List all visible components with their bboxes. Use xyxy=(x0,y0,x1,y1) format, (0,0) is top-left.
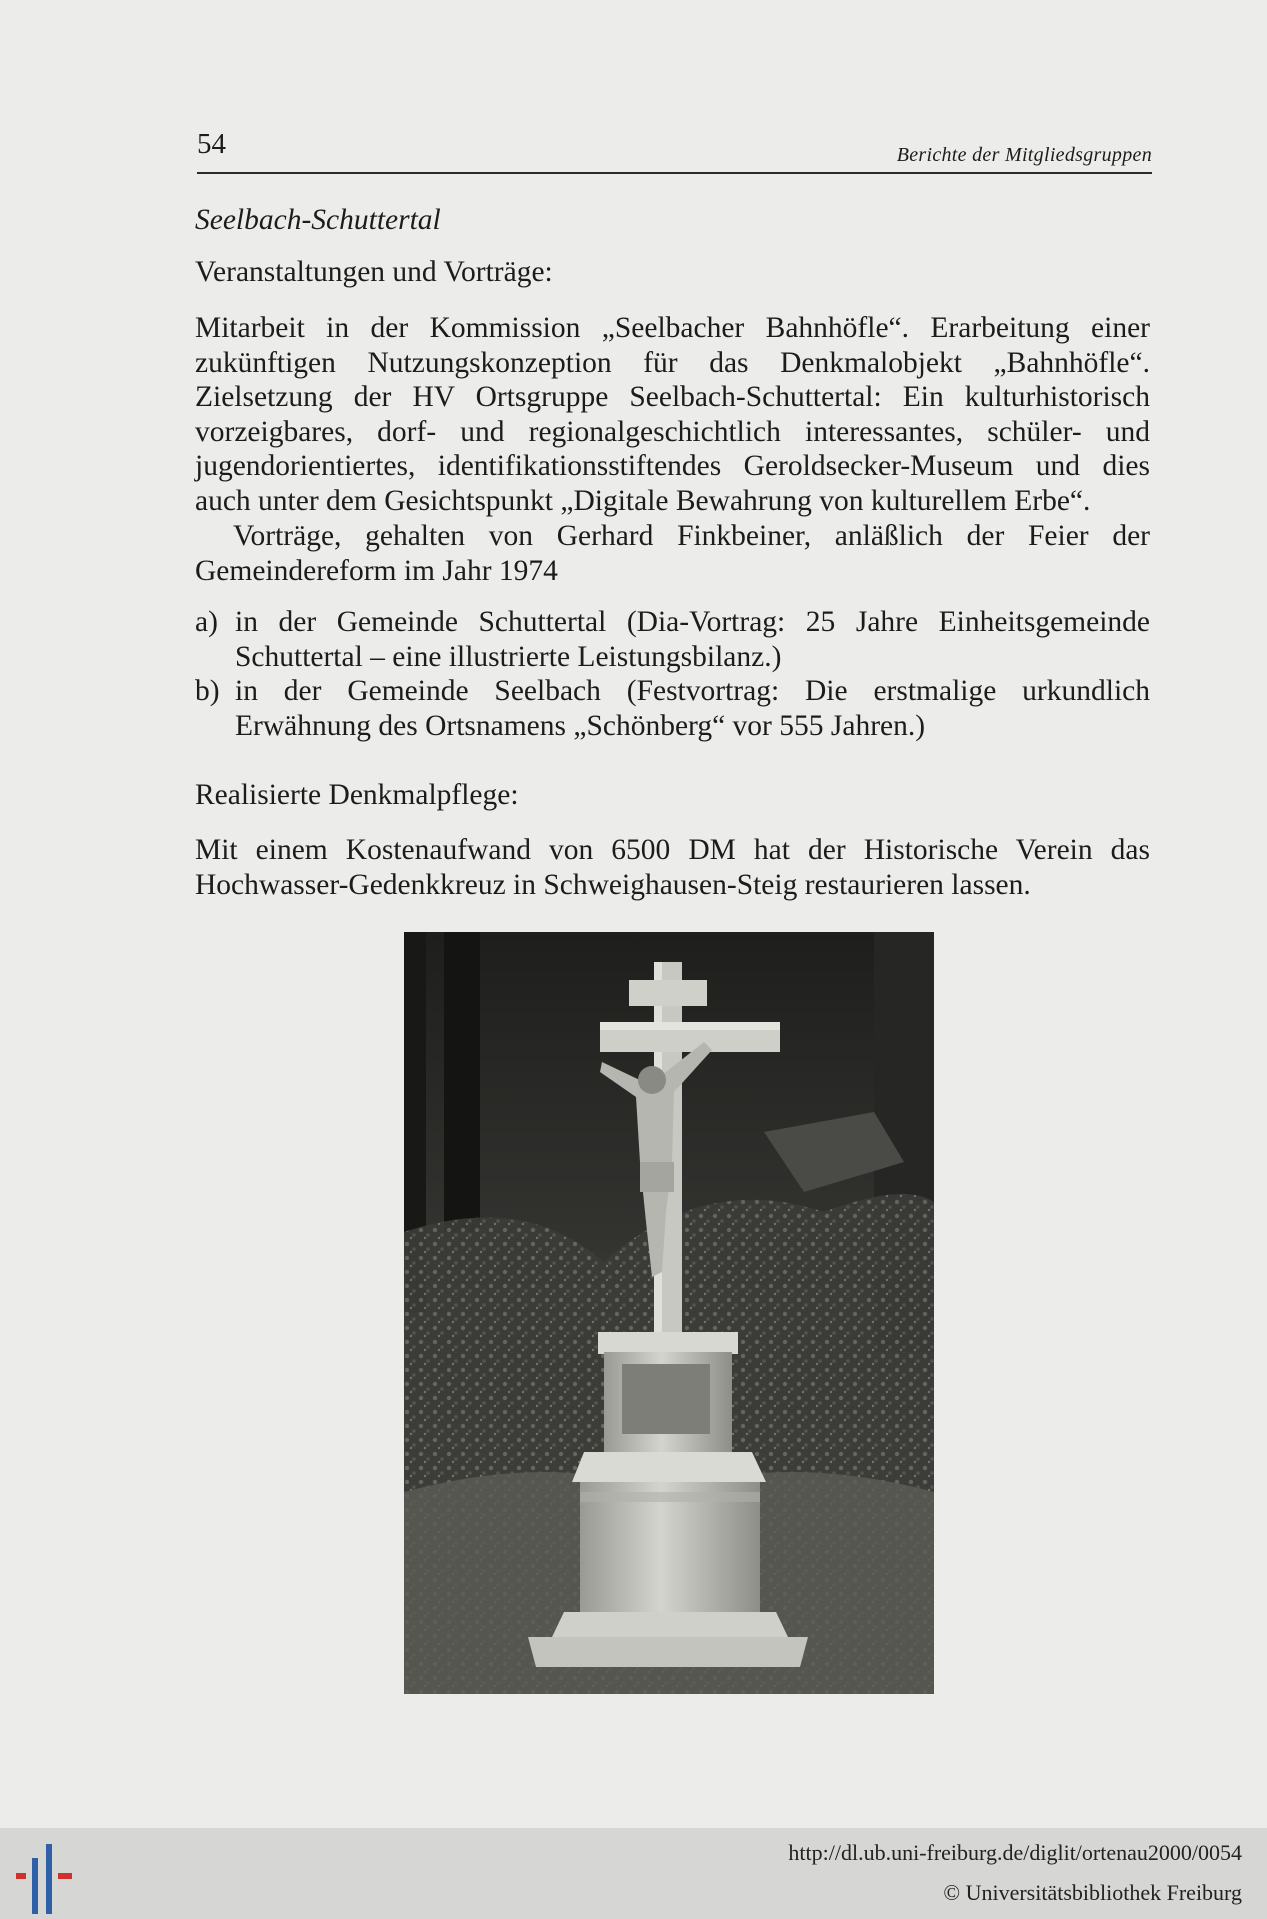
header-rule xyxy=(197,172,1152,174)
list-text: in der Gemeinde Seelbach (Festvortrag: Die erstmalige urkundlich Erwähnung des Ortsnamens „Schönberg“ vor 555 Jahren.) xyxy=(235,675,1150,742)
list-marker: a) xyxy=(195,606,218,638)
list-item xyxy=(195,674,1150,743)
lecture-list xyxy=(195,605,1150,743)
group-title: Seelbach-Schuttertal xyxy=(195,204,441,236)
list-marker: b) xyxy=(195,675,220,707)
running-title: Berichte der Mitgliedsgruppen xyxy=(896,144,1152,166)
library-logo-icon xyxy=(14,1836,84,1916)
monument-heading: Realisierte Denkmalpflege: xyxy=(195,779,519,811)
source-url-link[interactable]: http://dl.ub.uni-freiburg.de/diglit/ortenau2000/0054 xyxy=(788,1840,1242,1865)
list-item xyxy=(195,605,1150,674)
paragraph-restoration: Mit einem Kostenaufwand von 6500 DM hat der Historische Verein das Hochwasser-Gedenkkreuz in Schweighausen-Steig restaurieren lassen. xyxy=(195,834,1150,901)
crucifix-photo-image xyxy=(404,932,934,1694)
events-heading: Veranstaltungen und Vorträge: xyxy=(195,256,553,288)
copyright-notice: © Universitätsbibliothek Freiburg xyxy=(943,1880,1242,1905)
page-number: 54 xyxy=(197,128,226,160)
paragraph-lectures: Vorträge, gehalten von Gerhard Finkbeiner, anläßlich der Feier der Gemeindereform im Jahr 1974 xyxy=(195,520,1150,587)
paragraph-commission: Mitarbeit in der Kommission „Seelbacher Bahnhöfle“. Erarbeitung einer zukünftigen Nutzungskonzeption für das Denkmalobjekt „Bahnhöfle“. Zielsetzung der HV Ortsgruppe Seelbach-Schuttertal: Ein kulturhistorisch vorzeigbares, dorf- und regionalgeschichtlich interessantes, schüler- und jugendorientiertes, identifikationsstiftendes Geroldsecker-Museum und dies auch unter dem Gesichtspunkt „Digitale Bewahrung von kulturellem Erbe“. xyxy=(195,312,1150,517)
list-text: in der Gemeinde Schuttertal (Dia-Vortrag: 25 Jahre Einheitsgemeinde Schuttertal – eine illustrierte Leistungsbilanz.) xyxy=(235,606,1150,673)
crucifix-photo xyxy=(404,932,934,1694)
